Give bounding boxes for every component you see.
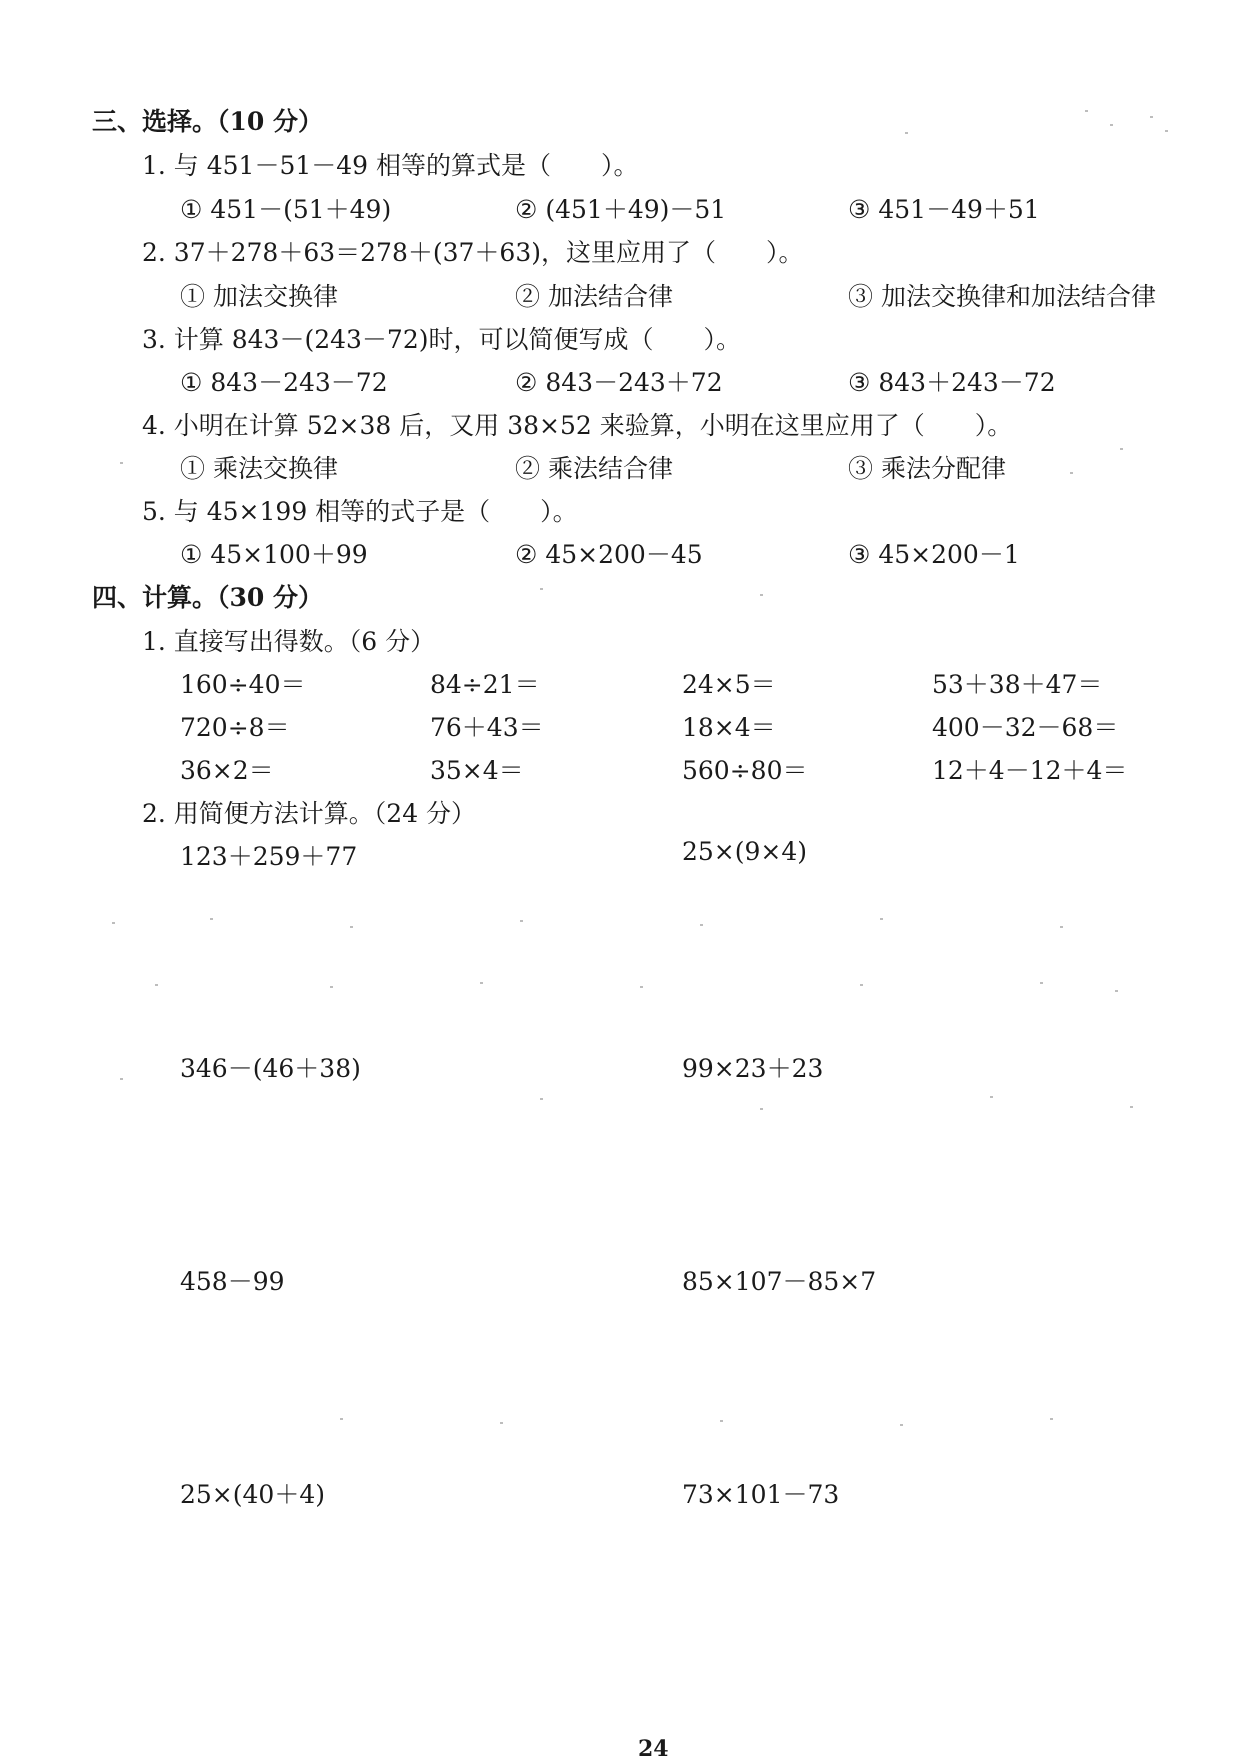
mental-calc-item: 35×4＝ (430, 756, 524, 785)
mental-calc-item: 560÷80＝ (682, 756, 808, 785)
section-4-title: 四、计算。（30 分） (92, 583, 323, 612)
question-1-stem: 1. 与 451－51－49 相等的算式是（ ）。 (142, 151, 639, 180)
mental-calc-item: 84÷21＝ (430, 670, 540, 699)
question-2-option-3: ③ 加法交换律和加法结合律 (848, 282, 1156, 311)
question-3-stem: 3. 计算 843－(243－72)时，可以简便写成（ ）。 (142, 325, 742, 354)
simplify-calc-item: 346－(46＋38) (180, 1054, 361, 1083)
simplify-calc-item: 85×107－85×7 (682, 1267, 877, 1296)
question-4-option-1: ① 乘法交换律 (180, 454, 338, 483)
question-2-option-1: ① 加法交换律 (180, 282, 338, 311)
part-2-title: 2. 用简便方法计算。（24 分） (142, 799, 477, 828)
simplify-calc-item: 99×23＋23 (682, 1054, 824, 1083)
question-3-option-2: ② 843－243＋72 (515, 368, 723, 397)
mental-calc-item: 53＋38＋47＝ (932, 670, 1103, 699)
question-5-option-1: ① 45×100＋99 (180, 540, 368, 569)
mental-calc-item: 400－32－68＝ (932, 713, 1119, 742)
question-2-option-2: ② 加法结合律 (515, 282, 673, 311)
page-number: 24 (638, 1736, 669, 1762)
simplify-calc-item: 25×(40＋4) (180, 1480, 325, 1509)
simplify-calc-item: 25×(9×4) (682, 837, 808, 866)
question-2-stem: 2. 37＋278＋63＝278＋(37＋63)，这里应用了（ ）。 (142, 238, 804, 267)
question-1-option-1: ① 451－(51＋49) (180, 195, 392, 224)
question-5-stem: 5. 与 45×199 相等的式子是（ ）。 (142, 497, 578, 526)
section-3-title: 三、选择。（10 分） (92, 107, 323, 136)
question-5-option-3: ③ 45×200－1 (848, 540, 1020, 569)
mental-calc-item: 18×4＝ (682, 713, 776, 742)
mental-calc-item: 12＋4－12＋4＝ (932, 756, 1128, 785)
mental-calc-item: 160÷40＝ (180, 670, 306, 699)
question-3-option-3: ③ 843＋243－72 (848, 368, 1056, 397)
question-4-option-2: ② 乘法结合律 (515, 454, 673, 483)
question-5-option-2: ② 45×200－45 (515, 540, 703, 569)
mental-calc-item: 720÷8＝ (180, 713, 290, 742)
mental-calc-item: 24×5＝ (682, 670, 776, 699)
mental-calc-item: 76＋43＝ (430, 713, 544, 742)
part-1-title: 1. 直接写出得数。（6 分） (142, 627, 436, 656)
question-3-option-1: ① 843－243－72 (180, 368, 388, 397)
simplify-calc-item: 123＋259＋77 (180, 842, 358, 871)
simplify-calc-item: 73×101－73 (682, 1480, 840, 1509)
simplify-calc-item: 458－99 (180, 1267, 285, 1296)
question-4-option-3: ③ 乘法分配律 (848, 454, 1006, 483)
question-1-option-2: ② (451＋49)－51 (515, 195, 727, 224)
question-1-option-3: ③ 451－49＋51 (848, 195, 1040, 224)
mental-calc-item: 36×2＝ (180, 756, 274, 785)
question-4-stem: 4. 小明在计算 52×38 后，又用 38×52 来验算，小明在这里应用了（ ）。 (142, 411, 1013, 440)
